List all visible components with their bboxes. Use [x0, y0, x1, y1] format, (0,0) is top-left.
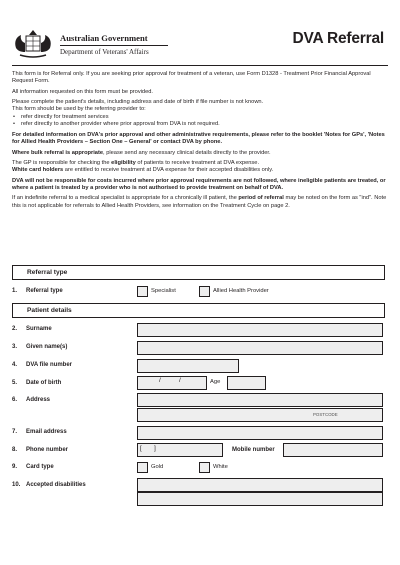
q2-label [12, 326, 52, 332]
allied-health-label: Allied Health Provider [213, 288, 269, 294]
q7-number: 7. [12, 429, 18, 435]
gov-name: Australian Government [60, 33, 148, 43]
intro-p6 [12, 150, 388, 157]
q6-label [12, 397, 50, 403]
q5-number: 5. [12, 380, 18, 386]
q2-text: Surname [26, 326, 52, 332]
intro-p8: DVA will not be responsible for costs incurred where prior approval requirements are not followed, where ineligible patients are treated, or where a patient is treated by a provider who is not authorised to provide treatment on behalf of DVA. [12, 177, 386, 191]
intro-p5: For detailed information on DVA's prior approval and other administrative requirements, please refer to the booklet 'Notes for GPs', 'Notes for Allied Health Providers – Section One – General' or contact DVA by phone. [12, 131, 385, 146]
disabilities-line-2-field[interactable] [137, 492, 383, 506]
dva-file-number-field[interactable] [137, 359, 239, 373]
q1-label [12, 288, 63, 294]
intro-p4: This form should be used by the referring provider to: [12, 106, 146, 113]
form-title: DVA Referral [292, 30, 384, 47]
section-referral-type [12, 265, 385, 280]
intro-p9 [12, 195, 388, 209]
q5-label [12, 380, 61, 386]
allied-health-checkbox[interactable] [199, 286, 210, 297]
section-patient-details [12, 303, 385, 318]
q5-text: Date of birth [26, 380, 62, 386]
specialist-checkbox[interactable] [137, 286, 148, 297]
gov-divider [60, 45, 168, 46]
intro-p3: Please complete the patient's details, including address and date of birth if file number is not known. [12, 99, 264, 106]
intro-p6-bold: Where bulk referral is appropriate [12, 149, 104, 156]
q8-number: 8. [12, 447, 18, 453]
mobile-label: Mobile number [232, 447, 275, 453]
intro-p7-e: are entitled to receive treatment at DVA expense for their accepted disabilities only. [63, 167, 274, 174]
section-referral-type-heading: Referral type [27, 268, 68, 276]
gold-card-checkbox[interactable] [137, 462, 148, 473]
q7-label [12, 429, 67, 435]
email-field[interactable] [137, 426, 383, 440]
q9-text: Card type [26, 464, 54, 470]
q7-text: Email address [26, 429, 67, 435]
address-line-2-field[interactable] [137, 408, 383, 422]
age-label: Age [210, 379, 221, 385]
disabilities-line-1-field[interactable] [137, 478, 383, 492]
given-names-field[interactable] [137, 341, 383, 355]
address-line-1-field[interactable] [137, 393, 383, 407]
surname-field[interactable] [137, 323, 383, 337]
phone-field[interactable] [137, 443, 223, 457]
coat-of-arms-icon [12, 28, 54, 62]
q8-text: Phone number [26, 447, 69, 453]
gold-card-label: Gold [151, 464, 164, 470]
q9-label [12, 464, 54, 470]
intro-p7-a: The GP is responsible for checking the [12, 160, 112, 167]
dob-field[interactable] [137, 376, 207, 390]
header-rule [12, 65, 388, 66]
q10-label [12, 482, 86, 488]
q1-number: 1. [12, 288, 18, 294]
age-field[interactable] [227, 376, 266, 390]
intro-p9-a: If an indefinite referral to a medical specialist is appropriate for a chronically ill patient, the [12, 195, 239, 202]
phone-open-bracket: [ [140, 445, 142, 452]
intro-p2: All information requested on this form must be provided. [12, 88, 153, 95]
q10-number: 10. [12, 482, 21, 488]
intro-p7-b: eligibility [111, 160, 136, 167]
q8-label [12, 447, 68, 453]
q3-number: 3. [12, 344, 18, 350]
mobile-field[interactable] [283, 443, 383, 457]
phone-close-bracket: ] [154, 445, 156, 452]
q3-text: Given name(s) [26, 344, 68, 350]
q4-text: DVA file number [26, 362, 73, 368]
intro-p9-b: period of referral [238, 195, 284, 202]
dob-separator-1: / [159, 377, 161, 384]
dob-separator-2: / [179, 377, 181, 384]
intro-text [12, 71, 388, 213]
q6-number: 6. [12, 397, 18, 403]
q10-text: Accepted disabilities [26, 482, 86, 488]
intro-bullet-1: • refer directly for treatment services [12, 114, 388, 121]
intro-p6-rest: , please send any necessary clinical details directly to the provider. [103, 149, 271, 156]
q1-text: Referral type [26, 288, 63, 294]
q4-number: 4. [12, 362, 18, 368]
q6-text: Address [26, 397, 51, 403]
intro-list [12, 114, 388, 128]
specialist-label: Specialist [151, 288, 176, 294]
dept-name: Department of Veterans' Affairs [60, 48, 149, 56]
q3-label [12, 344, 67, 350]
white-card-label: White [213, 464, 228, 470]
postcode-label: POSTCODE [313, 412, 338, 417]
intro-p1: This form is for Referral only. If you are seeking prior approval for treatment of a veteran, use Form D1328 - Treatment Prior Financial Approval Request Form. [12, 71, 371, 85]
intro-p7-d: White card holders [12, 167, 64, 174]
intro-p7 [12, 160, 388, 174]
white-card-checkbox[interactable] [199, 462, 210, 473]
q2-number: 2. [12, 326, 18, 332]
intro-p7-c: of patients to receive treatment at DVA expense. [135, 160, 260, 167]
section-patient-details-heading: Patient details [27, 306, 72, 314]
q9-number: 9. [12, 464, 18, 470]
intro-bullet-2: • refer directly to another provider where prior approval from DVA is not required. [12, 121, 388, 128]
intro-p9-c: may be noted on the form as "ind". Note this is not applicable for referrals to Allied Health Providers, see information on the Treatment Cycle on page 2. [12, 195, 387, 209]
q4-label [12, 362, 72, 368]
